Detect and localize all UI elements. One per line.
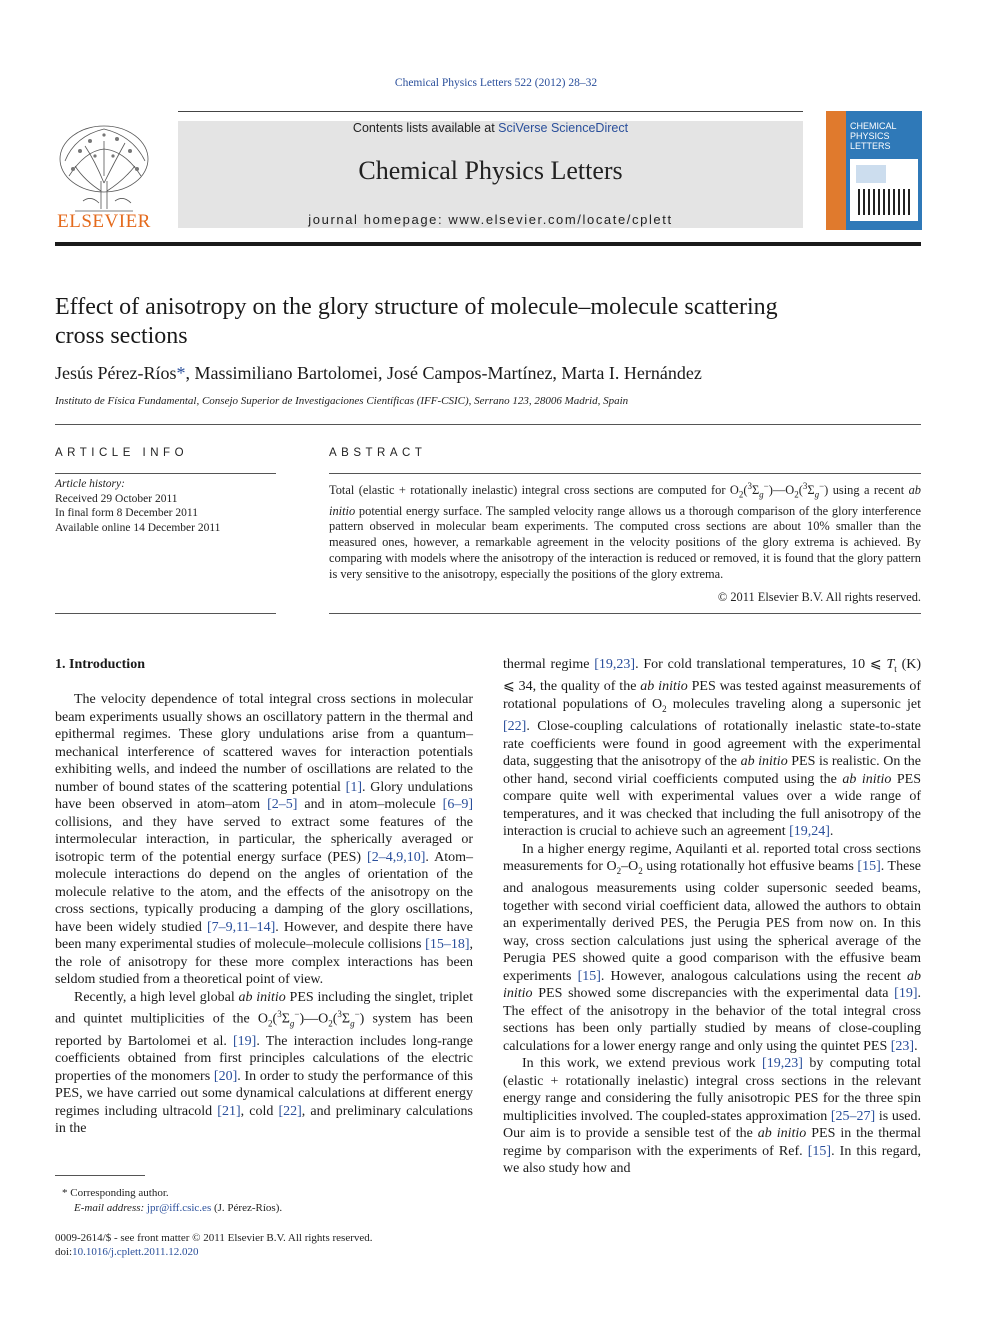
contents-line	[178, 121, 803, 135]
abstract-text: Total (elastic + rotationally inelastic) integral cross sections are computed for $O_2(^3\Sigma_g^-)—O_2(^3\Sigma_g^-)$ using a recent ab initio potential energy surface. The sampled velocity range allows us a thorough comparison of the glory interference pattern observed in molecular beam experiments. The computed cross sections are about 10% smaller than the measured ones, however, a remarkable agreement in the velocity positions of the glory extrema is achieved. By comparing with models where the anisotropy of the interaction is reduced or removed, it is found that the glory pattern is very sensitive to the anisotropy, especially the positions of the glory extrema.	[329, 481, 921, 582]
header-thick-rule	[55, 242, 921, 246]
received-date: Received 29 October 2011	[55, 492, 178, 505]
sciencedirect-link[interactable]: SciVerse ScienceDirect	[498, 121, 629, 135]
journal-title: Chemical Physics Letters	[358, 156, 623, 185]
footnote: * Corresponding author. E-mail address: jpr@iff.csic.es (J. Pérez-Ríos).	[62, 1187, 283, 1214]
cover-stripe	[826, 111, 846, 230]
journal-homepage[interactable]: journal homepage: www.elsevier.com/locate/cplett	[308, 212, 673, 227]
footnote-rule	[55, 1175, 145, 1176]
article-info-bottom-rule	[55, 613, 276, 614]
affiliation-rule	[55, 424, 921, 425]
online-date: Available online 14 December 2011	[55, 521, 221, 534]
body-column-right: thermal regime [19,23]. For cold translational temperatures, 10 ⩽ $T_t$ (K) ⩽ 34, the quality of the ab initio PES was tested against measurements of rotational populations of $O_2$ molecules traveling along a supersonic jet [22]. Close-coupling calculations of rotationally inelastic state-to-state rate coefficients were found in good agreement with the experimental data, suggesting that the anisotropy of the ab initio PES is realistic. On the other hand, second virial coefficients computed using the ab initio PES compare quite well with experimental values over a wide range of temperatures, and it was checked that including the full anisotropy of the interaction is crucial to achieve such an agreement [19,24]. In a higher energy regime, Aquilanti et al. reported total cross sections measurements for $O_2-O_2$ using rotationally hot effusive beams [15]. These and analogous measurements using colder supersonic seeded beams, together with second virial coefficient data, allowed the authors to obtain an experimentally derived PES, the Perugia PES from now on. In this way, cross section calculations just using the spherical average of the Perugia PES showed quite a good comparison with the effusive beam experiments [15]. However, analogous calculations using the recent ab initio PES showed some discrepancies with the experimental data [19]. The effect of the anisotropy in the behavior of the total integral cross sections has been only partially studied by means of close-coupling calculations for a lower energy range and only using the quintet PES [23]. In this work, we extend previous work [19,23] by computing total (elastic + rotationally inelastic) integral cross sections in the relevant energy range and considering the fully anisotropic PES for the three spin multiplicities involved. The coupled-states approximation [25–27] is used. Our aim is to provide a sensible test of the ab initio PES in the thermal regime by comparison with the experiments of Ref. [15]. In this regard, we also study how and	[503, 657, 922, 1177]
cover-title: CHEMICAL PHYSICS LETTERS	[850, 121, 897, 151]
journal-citation[interactable]: Chemical Physics Letters 522 (2012) 28–32	[394, 77, 598, 89]
contents-prefix: Contents lists available at	[352, 121, 499, 135]
history-label: Article history:	[55, 478, 125, 490]
abstract-bottom-rule	[329, 613, 921, 614]
journal-cover-image[interactable]	[826, 111, 922, 230]
revised-date: In final form 8 December 2011	[55, 507, 198, 520]
author-list	[55, 363, 702, 384]
front-matter-footer: 0009-2614/$ - see front matter © 2011 Elsevier B.V. All rights reserved. doi:10.1016/j.cplett.2011.12.020	[55, 1232, 373, 1258]
doi-link[interactable]: 10.1016/j.cplett.2011.12.020	[72, 1246, 199, 1258]
paper-title: Effect of anisotropy on the glory structure of molecule–molecule scattering cross sections	[55, 294, 778, 349]
article-info-heading: ARTICLE INFO	[55, 447, 189, 459]
affiliation: Instituto de Física Fundamental, Consejo Superior de Investigaciones Científicas (IFF-CSIC), Serrano 123, 28006 Madrid, Spain	[55, 395, 629, 407]
corresponding-author-note: Corresponding author.	[70, 1187, 169, 1199]
email-link[interactable]: jpr@iff.csic.es	[146, 1202, 212, 1214]
email-label: E-mail address:	[74, 1202, 147, 1214]
section-heading-introduction: 1. Introduction	[55, 657, 145, 672]
elsevier-wordmark: ELSEVIER	[57, 211, 151, 232]
article-history	[55, 477, 220, 535]
first-author: Jesús Pérez-Ríos	[55, 363, 177, 383]
issn-line: 0009-2614/$ - see front matter © 2011 Elsevier B.V. All rights reserved.	[55, 1232, 373, 1244]
other-authors: , Massimiliano Bartolomei, José Campos-Martínez, Marta I. Hernández	[185, 363, 702, 383]
body-column-left: The velocity dependence of total integral cross sections in molecular beam experiments usually shows an oscillatory pattern in the thermal and epithermal regimes. These glory undulations arise from a quantum–mechanical interference of scattered waves for interaction potentials exhibiting wells, and indeed the number of oscillations are related to the number of bound states of the scattering potential [1]. Glory undulations have been observed in atom–atom [2–5] and in atom–molecule [6–9] collisions, and they have served to extract some features of the intermolecular interaction, in particular, the spherically averaged or isotropic term of the potential energy surface (PES) [2–4,9,10]. Atom–molecule interactions do depend on the angles of orientation of the molecule relative to the atom, and the effects of the anisotropy on the cross sections, typically producing a damping of the glory oscillations, have been widely studied [7–9,11–14]. However, and despite there have been many experimental studies of molecule–molecule collisions [15–18], the role of anisotropy for these more complex interactions has been seldom studied from a theoretical point of view. Recently, a high level global ab initio PES including the singlet, triplet and quintet multiplicities of the $O_2(^3\Sigma_g^-)—O_2(^3\Sigma_g^-)$ system has been reported by Bartolomei et al. [19]. The interaction includes long-range coefficients obtained from first principles calculations of the electric properties of the monomers [20]. In order to study the performance of this PES, we have carried out some dynamical calculations at different energy regimes including ultracold [21], cold [22], and preliminary calculations in the	[55, 692, 474, 1137]
elsevier-logo[interactable]	[55, 121, 153, 233]
article-info-rule	[55, 473, 276, 474]
abstract-copyright: © 2011 Elsevier B.V. All rights reserved.	[717, 590, 921, 604]
footnote-star: *	[62, 1187, 68, 1199]
corresponding-author-link[interactable]: *	[176, 363, 186, 383]
header-top-rule	[178, 111, 803, 112]
abstract-rule	[329, 473, 921, 474]
cover-graphic	[850, 159, 918, 221]
abstract-heading: ABSTRACT	[329, 447, 427, 459]
